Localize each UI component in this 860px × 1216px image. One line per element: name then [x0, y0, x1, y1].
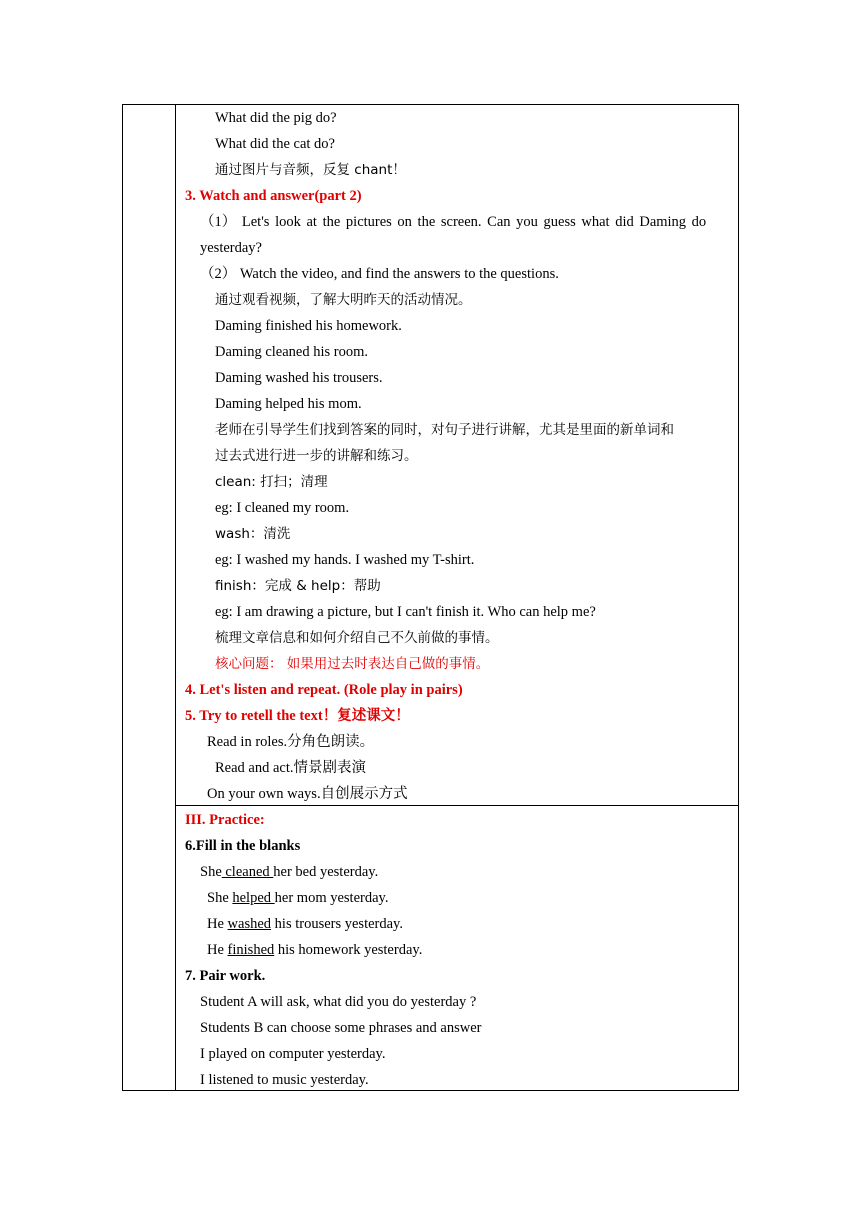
teacher-note-line2: 过去式进行进一步的讲解和练习。	[215, 448, 418, 464]
blank-sentence	[207, 888, 388, 908]
step5-title: 5. Try to retell the text！复述课文！	[185, 708, 410, 724]
blank-answer: cleaned	[221, 864, 274, 880]
pair-work-line: Students B can choose some phrases and answer	[200, 1020, 482, 1036]
blank-post: his homework yesterday.	[274, 942, 423, 958]
blank-sentence	[207, 940, 422, 960]
blank-post: her bed yesterday.	[273, 864, 379, 880]
step4-title: 4. Let's listen and repeat. (Role play in pairs)	[185, 682, 463, 698]
blank-answer: helped	[232, 890, 275, 906]
left-column	[123, 105, 176, 1090]
vocab-line: eg: I washed my hands. I washed my T-shirt.	[215, 552, 475, 568]
blank-post: her mom yesterday.	[274, 890, 389, 906]
answer-line: Daming helped his mom.	[215, 396, 362, 412]
blank-sentence	[207, 914, 403, 934]
step5-item: On your own ways.自创展示方式	[207, 786, 408, 802]
pair-work-line: Student A will ask, what did you do yesterday ?	[200, 994, 477, 1010]
vocab-line: eg: I cleaned my room.	[215, 500, 350, 516]
step6-title: 6.Fill in the blanks	[185, 838, 301, 854]
blank-pre: She	[200, 864, 222, 880]
step5-item: Read in roles.分角色朗读。	[207, 734, 375, 750]
cat-question: What did the cat do?	[215, 136, 335, 152]
blank-post: his trousers yesterday.	[271, 916, 403, 932]
answer-line: Daming finished his homework.	[215, 318, 402, 334]
vocab-line: wash：清洗	[215, 526, 291, 542]
answer-line: Daming washed his trousers.	[215, 370, 383, 386]
answer-line: Daming cleaned his room.	[215, 344, 369, 360]
step3-title: 3. Watch and answer(part 2)	[185, 188, 362, 204]
step3-q1-line1: （1） Let's look at the pictures on the screen. Can you guess what did Daming do	[200, 214, 707, 230]
pair-work-line: I listened to music yesterday.	[200, 1072, 369, 1088]
blank-answer: finished	[227, 942, 275, 958]
video-note: 通过观看视频，了解大明昨天的活动情况。	[215, 292, 472, 308]
vocab-line: finish：完成 & help：帮助	[215, 578, 381, 594]
pair-work-line: I played on computer yesterday.	[200, 1046, 386, 1062]
chant-note: 通过图片与音频，反复 chant！	[215, 162, 406, 178]
practice-heading: III. Practice:	[185, 812, 265, 828]
core-question: 核心问题： 如果用过去时表达自己做的事情。	[215, 656, 490, 672]
teacher-note-line1: 老师在引导学生们找到答案的同时，对句子进行讲解，尤其是里面的新单词和	[215, 422, 674, 438]
blank-answer: washed	[227, 916, 272, 932]
step7-title: 7. Pair work.	[185, 968, 266, 984]
blank-pre: He	[207, 916, 228, 932]
vocab-line: eg: I am drawing a picture, but I can't finish it. Who can help me?	[215, 604, 596, 620]
step3-q2: （2） Watch the video, and find the answers to the questions.	[200, 266, 559, 282]
summary-note: 梳理文章信息和如何介绍自己不久前做的事情。	[215, 630, 499, 646]
pig-question: What did the pig do?	[215, 110, 337, 126]
step3-q1-line2: yesterday?	[200, 240, 262, 256]
row-divider	[176, 805, 738, 806]
blank-sentence	[200, 862, 378, 882]
blank-pre: He	[207, 942, 228, 958]
vocab-line: clean: 打扫；清理	[215, 474, 328, 490]
step5-item: Read and act.情景剧表演	[215, 760, 367, 776]
blank-pre: She	[207, 890, 233, 906]
